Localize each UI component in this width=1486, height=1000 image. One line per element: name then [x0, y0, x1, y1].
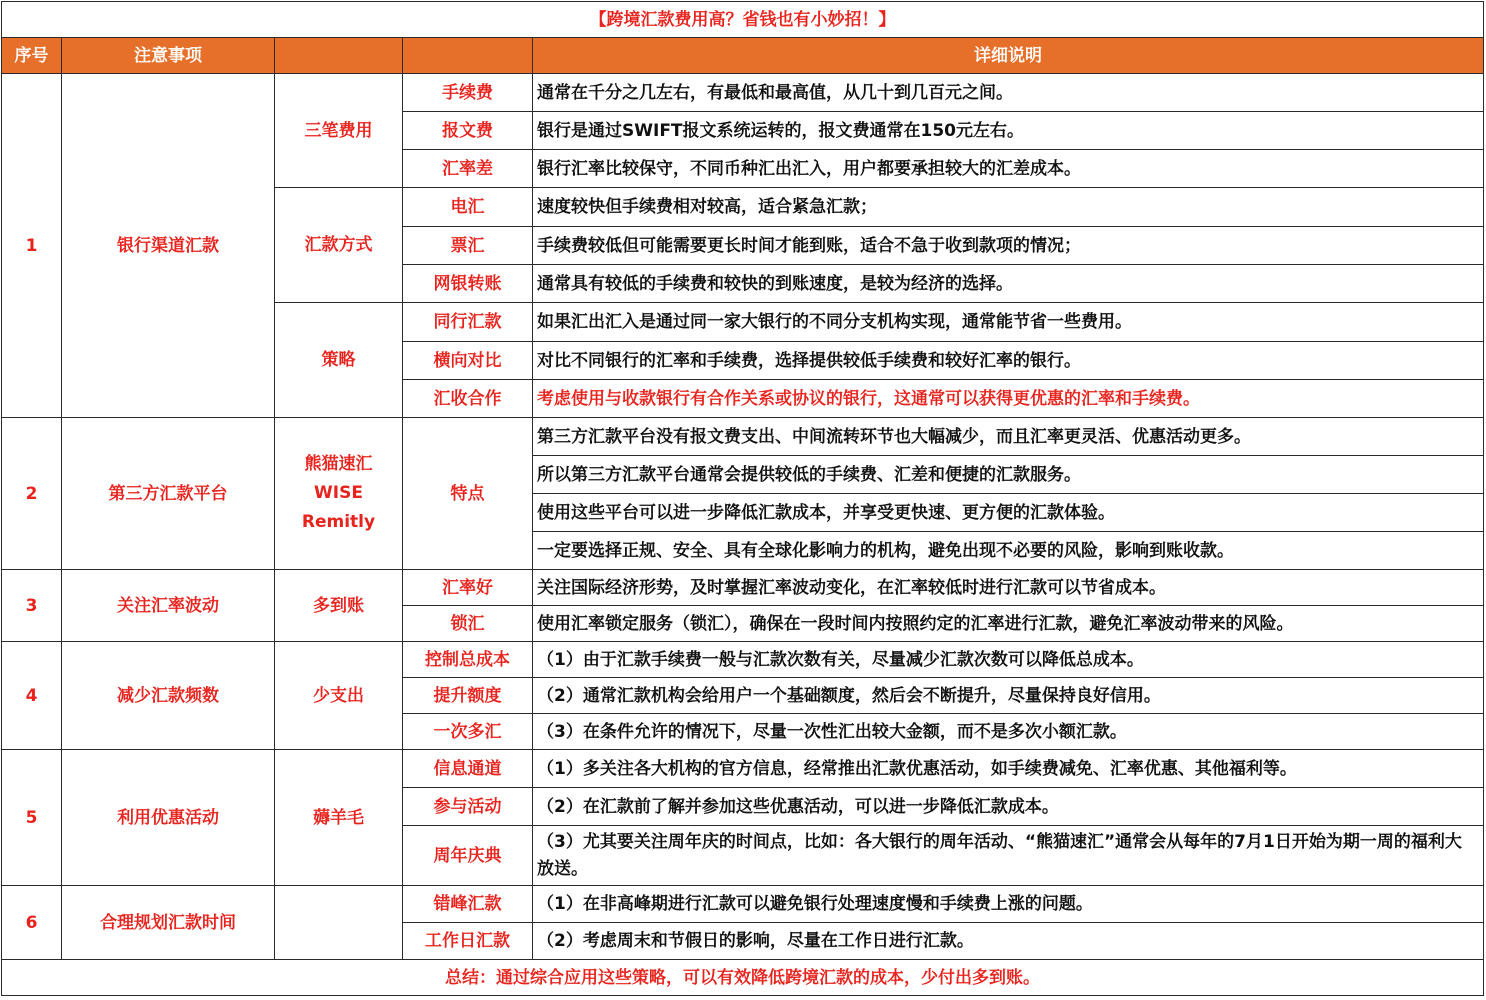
point-cell: 提升额度 — [403, 678, 533, 714]
table-row — [2, 418, 1484, 456]
point-cell: 报文费 — [403, 112, 533, 150]
point-cell: 电汇 — [403, 188, 533, 227]
header-point — [403, 38, 533, 74]
detail-cell: 通常具有较低的手续费和较快的到账速度，是较为经济的选择。 — [533, 265, 1484, 303]
point-cell: 参与活动 — [403, 788, 533, 826]
point-cell: 同行汇款 — [403, 303, 533, 342]
point-cell: 控制总成本 — [403, 642, 533, 678]
row-number: 4 — [2, 642, 62, 750]
point-cell: 汇率好 — [403, 570, 533, 606]
detail-cell: 所以第三方汇款平台通常会提供较低的手续费、汇差和便捷的汇款服务。 — [533, 456, 1484, 494]
point-cell: 汇率差 — [403, 150, 533, 188]
detail-cell: 一定要选择正规、安全、具有全球化影响力的机构，避免出现不必要的风险，影响到账收款。 — [533, 532, 1484, 570]
detail-cell: （3）尤其要关注周年庆的时间点，比如：各大银行的周年活动、“熊猫速汇”通常会从每年的7月1日开始为期一周的福利大放送。 — [533, 826, 1484, 886]
platform-name: WISE — [314, 483, 363, 503]
point-cell: 网银转账 — [403, 265, 533, 303]
topic-cell: 银行渠道汇款 — [62, 74, 275, 418]
header-item: 注意事项 — [62, 38, 275, 74]
row-number: 6 — [2, 886, 62, 960]
topic-cell: 合理规划汇款时间 — [62, 886, 275, 960]
detail-cell: 关注国际经济形势，及时掌握汇率波动变化，在汇率较低时进行汇款可以节省成本。 — [533, 570, 1484, 606]
category-cell: 汇款方式 — [275, 188, 403, 303]
row-number: 5 — [2, 750, 62, 886]
detail-cell: 手续费较低但可能需要更长时间才能到账，适合不急于收到款项的情况； — [533, 227, 1484, 265]
detail-cell-highlight: 考虑使用与收款银行有合作关系或协议的银行，这通常可以获得更优惠的汇率和手续费。 — [533, 380, 1484, 418]
remittance-tips-sheet — [1, 1, 1484, 996]
header-sub — [275, 38, 403, 74]
point-cell: 信息通道 — [403, 750, 533, 788]
point-cell: 手续费 — [403, 74, 533, 112]
detail-cell: 速度较快但手续费相对较高，适合紧急汇款； — [533, 188, 1484, 227]
detail-cell: （2）通常汇款机构会给用户一个基础额度，然后会不断提升，尽量保持良好信用。 — [533, 678, 1484, 714]
detail-cell: （3）在条件允许的情况下，尽量一次性汇出较大金额，而不是多次小额汇款。 — [533, 714, 1484, 750]
table-row — [2, 570, 1484, 606]
detail-cell: 银行是通过SWIFT报文系统运转的，报文费通常在150元左右。 — [533, 112, 1484, 150]
platform-name: 熊猫速汇 — [304, 454, 373, 474]
topic-cell: 利用优惠活动 — [62, 750, 275, 886]
header-detail: 详细说明 — [533, 38, 1484, 74]
platforms-cell — [275, 418, 403, 570]
header-no: 序号 — [2, 38, 62, 74]
detail-cell: （1）由于汇款手续费一般与汇款次数有关，尽量减少汇款次数可以降低总成本。 — [533, 642, 1484, 678]
category-cell: 少支出 — [275, 642, 403, 750]
detail-cell: （2）考虑周末和节假日的影响，尽量在工作日进行汇款。 — [533, 923, 1484, 960]
point-cell: 锁汇 — [403, 606, 533, 642]
detail-cell: 银行汇率比较保守，不同币种汇出汇入，用户都要承担较大的汇差成本。 — [533, 150, 1484, 188]
table-row — [2, 74, 1484, 112]
point-cell: 工作日汇款 — [403, 923, 533, 960]
point-cell: 横向对比 — [403, 342, 533, 380]
point-cell: 汇收合作 — [403, 380, 533, 418]
detail-cell: 使用汇率锁定服务（锁汇），确保在一段时间内按照约定的汇率进行汇款，避免汇率波动带来的风险。 — [533, 606, 1484, 642]
summary-text: 总结：通过综合应用这些策略，可以有效降低跨境汇款的成本，少付出多到账。 — [2, 960, 1484, 996]
detail-cell: （1）在非高峰期进行汇款可以避免银行处理速度慢和手续费上涨的问题。 — [533, 886, 1484, 923]
point-cell: 周年庆典 — [403, 826, 533, 886]
table-row — [2, 642, 1484, 678]
topic-cell: 关注汇率波动 — [62, 570, 275, 642]
point-cell: 一次多汇 — [403, 714, 533, 750]
detail-cell: 如果汇出汇入是通过同一家大银行的不同分支机构实现，通常能节省一些费用。 — [533, 303, 1484, 342]
point-cell: 票汇 — [403, 227, 533, 265]
category-cell: 三笔费用 — [275, 74, 403, 188]
detail-cell: （2）在汇款前了解并参加这些优惠活动，可以进一步降低汇款成本。 — [533, 788, 1484, 826]
category-cell: 薅羊毛 — [275, 750, 403, 886]
detail-cell: 第三方汇款平台没有报文费支出、中间流转环节也大幅减少，而且汇率更灵活、优惠活动更多。 — [533, 418, 1484, 456]
table-row — [2, 886, 1484, 923]
topic-cell: 第三方汇款平台 — [62, 418, 275, 570]
detail-cell: 使用这些平台可以进一步降低汇款成本，并享受更快速、更方便的汇款体验。 — [533, 494, 1484, 532]
category-cell — [275, 886, 403, 960]
row-number: 3 — [2, 570, 62, 642]
row-number: 2 — [2, 418, 62, 570]
category-cell: 多到账 — [275, 570, 403, 642]
point-cell: 特点 — [403, 418, 533, 570]
sheet-title: 【跨境汇款费用高？省钱也有小妙招！】 — [2, 2, 1484, 38]
table-row — [2, 750, 1484, 788]
platform-name: Remitly — [301, 512, 376, 532]
detail-cell: 通常在千分之几左右，有最低和最高值，从几十到几百元之间。 — [533, 74, 1484, 112]
row-number: 1 — [2, 74, 62, 418]
category-cell: 策略 — [275, 303, 403, 418]
topic-cell: 减少汇款频数 — [62, 642, 275, 750]
detail-cell: （1）多关注各大机构的官方信息，经常推出汇款优惠活动，如手续费减免、汇率优惠、其他福利等。 — [533, 750, 1484, 788]
detail-cell: 对比不同银行的汇率和手续费，选择提供较低手续费和较好汇率的银行。 — [533, 342, 1484, 380]
point-cell: 错峰汇款 — [403, 886, 533, 923]
